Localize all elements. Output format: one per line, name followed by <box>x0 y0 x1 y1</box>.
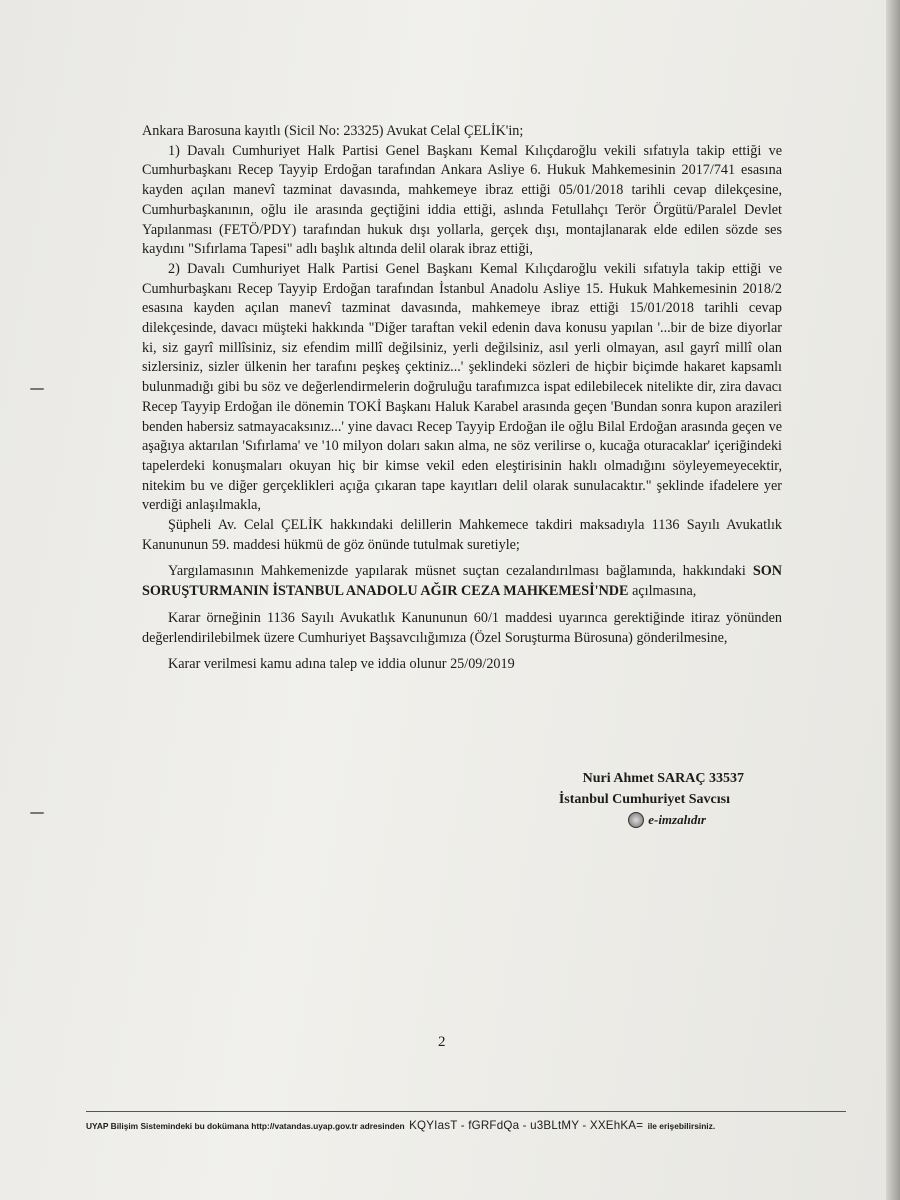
closing-paragraph: Karar verilmesi kamu adına talep ve iddia olunur 25/09/2019 <box>168 656 515 673</box>
prosecutor-name: Nuri Ahmet SARAÇ 33537 <box>582 771 744 786</box>
suspect-paragraph: Şüpheli Av. Celal ÇELİK hakkındaki delillerin Mahkemece takdiri maksadıyla 1136 Sayılı Avukatlık Kanununun 59. maddesi hükmü de göz önünde tutulmak suretiyle; <box>142 517 782 553</box>
footer <box>86 1116 856 1134</box>
footer-prefix: UYAP Bilişim Sistemindeki bu dokümana http://vatandas.uyap.gov.tr adresinden <box>86 1121 405 1131</box>
footer-divider <box>86 1111 846 1112</box>
trial-text-start: Yargılamasının Mahkemenizde yapılarak müsnet suçtan cezalandırılması bağlamında, hakkındaki <box>168 563 746 580</box>
trial-paragraph <box>142 562 782 601</box>
document-body <box>142 122 782 675</box>
page-number: 2 <box>438 1034 446 1050</box>
seal-icon <box>628 812 644 828</box>
e-signature-label: e-imzalıdır <box>648 812 706 827</box>
decision-copy-paragraph: Karar örneğinin 1136 Sayılı Avukatlık Kanununun 60/1 maddesi uyarınca gerektiğinde itiraz yönünden değerlendirilebilmek üzere Cumhuriyet Başsavcılığımıza (Özel Soruşturma Bürosuna) gönderilmesine, <box>142 609 782 646</box>
page-edge-shadow <box>886 0 900 1200</box>
footer-access-code: KQYIasT - fGRFdQa - u3BLtMY - XXEhKA= <box>409 1119 644 1132</box>
footer-suffix: ile erişebilirsiniz. <box>647 1121 716 1131</box>
trial-court-bold: SON SORUŞTURMANIN İSTANBUL ANADOLU AĞIR CEZA MAHKEMESİ'NDE <box>142 563 783 600</box>
trial-text-end: açılmasına, <box>632 583 697 600</box>
prosecutor-title: İstanbul Cumhuriyet Savcısı <box>558 792 730 807</box>
item-1-paragraph: 1) Davalı Cumhuriyet Halk Partisi Genel Başkanı Kemal Kılıçdaroğlu vekili sıfatıyla takip ettiği ve Cumhurbaşkanı Recep Tayyip Erdoğan tarafından Ankara Asliye 6. Hukuk Mahkemesinin 2017/741 esasına kayden açılan manevî tazminat davasında, mahkemeye ibraz ettiği 05/01/2018 tarihli cevap dilekçesine, Cumhurbaşkanının, oğlu ile arasında geçtiğini iddia ettiği, aslında Fetullahçı Terör Örgütü/Paralel Devlet Yapılanması (FETÖ/PDY) tarafından hukuk dışı yollarla, gerçek dışı, montajlanarak elde edilen sözde ses kaydını "Sıfırlama Tapesi" adlı başlık altında delil olarak ibraz ettiği, <box>142 142 782 258</box>
margin-mark <box>30 388 44 390</box>
item-2-paragraph: 2) Davalı Cumhuriyet Halk Partisi Genel Başkanı Kemal Kılıçdaroğlu vekili sıfatıyla takip ettiği ve Cumhurbaşkanı Recep Tayyip Erdoğan tarafından İstanbul Anadolu Asliye 15. Hukuk Mahkemesinin 2018/2 esasına kayden açılan manevî tazminat davasında, mahkemeye ibraz ettiği 15/01/2018 tarihli cevap dilekçesinde, davacı müşteki hakkında "Diğer taraftan vekil edenin dava konusu yapılan '...bir de bize diyorlar ki, siz gayrî millîsiniz, siz efendim millî değilsiniz, yerli değilsiniz, asıl yerli olmayan, asıl gayrî millî olan sizlersiniz, sizler ülkenin her tarafını peşkeş çektiniz...' şeklindeki sözleri de hiçbir biçimde hakaret kapsamlı bulunmadığı gibi bu söz ve değerlendirmelerin doğruluğu tarafımızca ispat edilebilecek nitelikte dir, zira davacı Recep Tayyip Erdoğan ile dönemin TOKİ Başkanı Haluk Karabel arasında geçen 'Bundan sonra kupon arazileri benden habersiz satmayacaksınız...' yine davacı Recep Tayyip Erdoğan ile oğlu Bilal Erdoğan arasında geçen ve aşağıya aktarılan 'Sıfırlama' ve '10 milyon doları sakın alma, ne söz verilirse o, kucağa oturacaklar' içeriğindeki tapelerdeki konuşmaları okuyan hiç bir kimse vekil eden eleştirisinin haklı olmadığını söyleyemeyecektir, nitekim bu ve diğer gerçeklikleri açığa çıkaran tape kayıtları delil olarak sunulacaktır." şeklinde ifadelere yer verdiği anlaşılmakla, <box>142 260 782 514</box>
intro-line: Ankara Barosuna kayıtlı (Sicil No: 23325) Avukat Celal ÇELİK'in; <box>142 123 524 139</box>
signature-block <box>0 768 744 833</box>
e-signature-mark <box>628 812 706 828</box>
